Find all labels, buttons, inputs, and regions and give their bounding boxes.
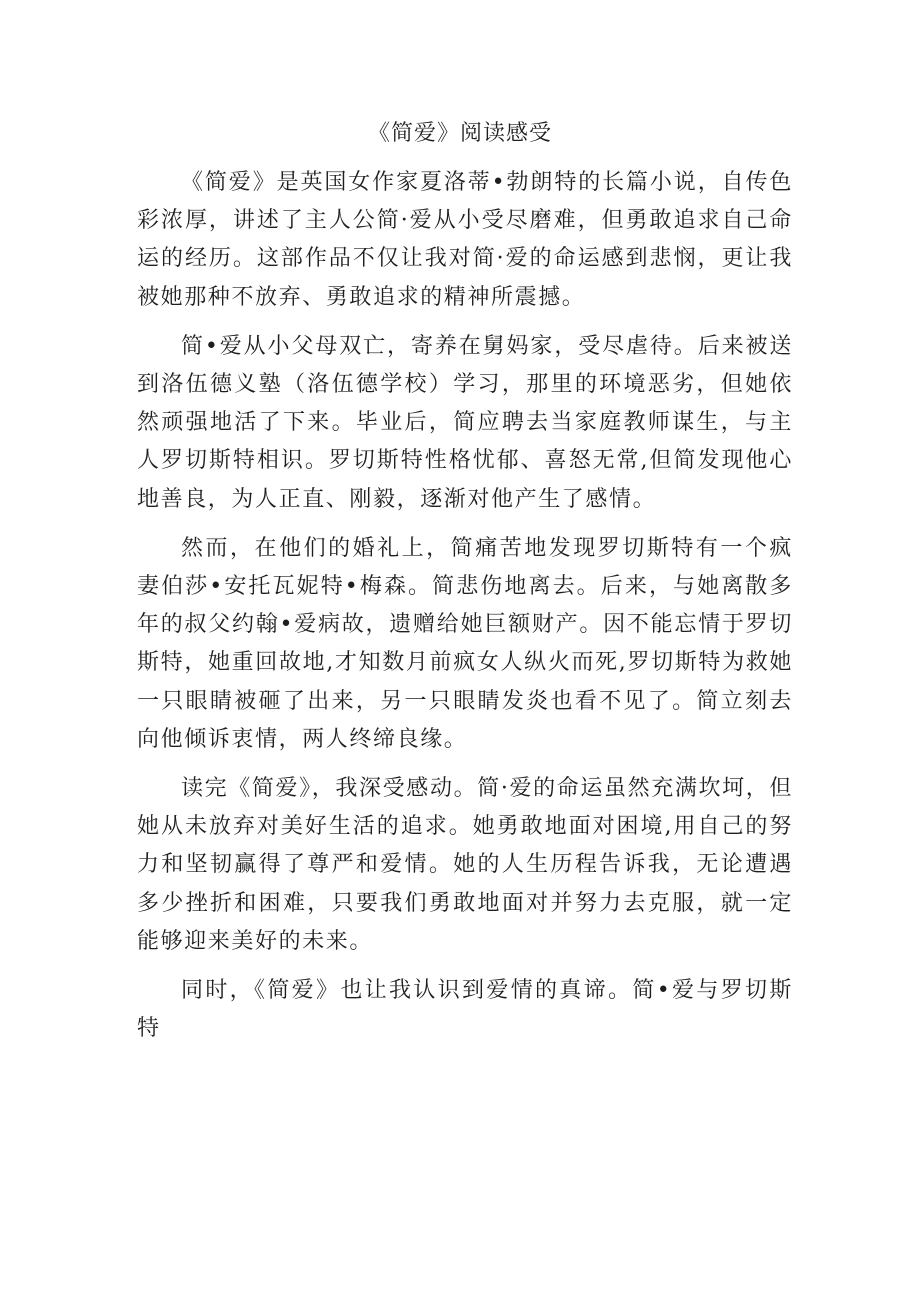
- document-body: [137, 164, 793, 1059]
- paragraph-2: 简•爱从小父母双亡，寄养在舅妈家，受尽虐待。后来被送到洛伍德义塾（洛伍德学校）学习，那里的环境恶劣，但她依然顽强地活了下来。毕业后，简应聘去当家庭教师谋生，与主人罗切斯特相识。罗切斯特性格忧郁、喜怒无常,但简发现他心地善良，为人正直、刚毅，逐渐对他产生了感情。: [137, 333, 793, 512]
- paragraph-4: 读完《简爱》，我深受感动。简·爱的命运虽然充满坎坷，但她从未放弃对美好生活的追求。她勇敢地面对困境,用自己的努力和坚韧赢得了尊严和爱情。她的人生历程告诉我，无论遭遇多少挫折和困难，只要我们勇敢地面对并努力去克服，就一定能够迎来美好的未来。: [137, 776, 793, 954]
- paragraph-3: 然而，在他们的婚礼上，简痛苦地发现罗切斯特有一个疯妻伯莎•安托瓦妮特•梅森。简悲伤地离去。后来，与她离散多年的叔父约翰•爱病故，遗赠给她巨额财产。因不能忘情于罗切斯特，她重回故地,才知数月前疯女人纵火而死,罗切斯特为救她一只眼睛被砸了出来，另一只眼睛发炎也看不见了。简立刻去向他倾诉衷情，两人终缔良缘。: [137, 535, 793, 752]
- paragraph-1: 《简爱》是英国女作家夏洛蒂•勃朗特的长篇小说，自传色彩浓厚，讲述了主人公简·爱从小受尽磨难，但勇敢追求自己命运的经历。这部作品不仅让我对简·爱的命运感到悲悯，更让我被她那种不放弃、勇敢追求的精神所震撼。: [137, 170, 793, 310]
- document-title: 《简爱》阅读感受: [367, 121, 552, 146]
- paragraph-5: 同时，《简爱》也让我认识到爱情的真谛。简•爱与罗切斯特: [137, 978, 793, 1042]
